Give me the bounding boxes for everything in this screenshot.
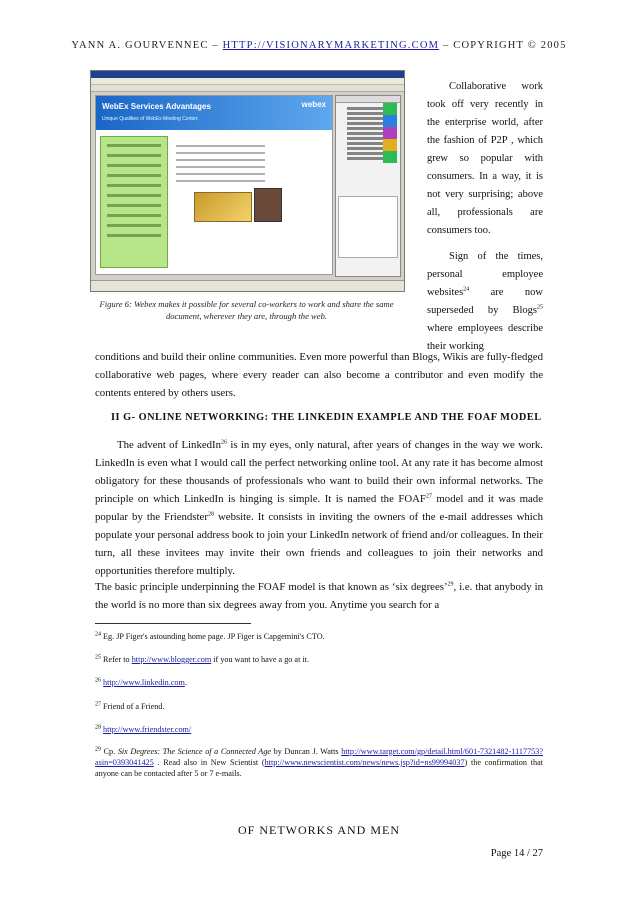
slide-car-image [194,192,252,222]
screenshot-menubar [91,78,404,85]
paragraph-continued: conditions and build their online communities. Even more powerful than Blogs, Wikis are fully-fledged collaborative web pages, where every reader can also become a contributor and even modify the contents entered by others users. [95,351,543,399]
side-column [427,78,543,356]
side-paragraph-1: Collaborative work took off very recently in the enterprise world, after the fashion of P2P , which grew so popular with consumers. In a way, it is not very surprising; above all, professionals are consumers too. [427,81,543,236]
header-link[interactable]: HTTP://VISIONARYMARKETING.COM [222,40,440,51]
slide-banner [96,96,332,130]
webex-screenshot [90,70,405,292]
section-heading: II G- ONLINE NETWORKING: THE LINKEDIN EXAMPLE AND THE FOAF MODEL [111,412,542,423]
footnote-separator [95,623,251,624]
participant-color-bar [383,103,397,163]
webex-logo: webex [301,100,326,109]
screenshot-toolbar [91,85,404,92]
chat-box [338,196,398,258]
footnote-26: $^{26}$ http://www.linkedin.com. [95,677,187,687]
newscientist-link[interactable]: http://www.newscientist.com/news/news.jsp?id=ns99994037 [264,758,465,767]
footnote-24: $^{24}$ Eg. JP Figer's astounding home page. JP Figer is Capgemini's CTO. [95,631,325,641]
slide-title: WebEx Services Advantages [102,102,211,111]
slide-bullet-box [100,136,168,268]
paragraph-linkedin: The advent of LinkedIn$^{26}$ is in my eyes, only natural, after years of changes in the way we work. LinkedIn is even what I would call the perfect networking online tool. At any rate it has become almost obligatory for these thousands of professionals who want to build their own informal networks. The principle on which LinkedIn is hinging is simple. It is named the FOAF$^{27}$ model and it was made popular by the Friendster$^{28}$ website. It consists in inviting the owners of the e-mail addresses which populate your personal address book to join your LinkedIn network of friend and/or colleagues. In their turn, all these invitees may invite their own friends and colleagues to join their networks and opportunities therefore multiply. [95,439,544,577]
page-header [0,40,638,51]
slide-subtitle: Unique Qualities of WebEx Meeting Center: [102,116,199,122]
screenshot-titlebar [91,71,404,78]
screenshot-statusbar [91,280,404,291]
slide-video-thumbnail [254,188,282,222]
linkedin-link[interactable]: http://www.linkedin.com [103,678,185,687]
figure-caption: Figure 6: Webex makes it possible for several co-workers to work and share the same document, wherever they are, through the web. [99,299,394,321]
blogger-link[interactable]: http://www.blogger.com [131,655,212,664]
footnote-28: $^{28}$ http://www.friendster.com/ [95,724,192,734]
panel-tabs [336,96,400,103]
header-copyright: – COPYRIGHT © 2005 [442,40,567,51]
target-link[interactable]: http://www.target.com/gp/detail.html/601-7321482-1117753?asin=0393041425 [95,747,543,767]
header-author: YANN A. GOURVENNEC – [71,40,219,51]
footnote-27: $^{27}$ Friend of a Friend. [95,701,165,711]
paragraph-foaf: The basic principle underpinning the FOAF model is that known as ‘six degrees’$^{29}$, i.e. that anybody in the world is no more than six degrees away from you. Anytime you search for a [95,581,543,611]
footnote-29: $^{29}$ Cp. Six Degrees: The Science of a Connected Age by Duncan J. Watts http://www.target.com/gp/detail.html/601-7321482-1117753?asin=0393041425 . Read also in New Scientist (http://www.newscientist.com/news/news.jsp?id=ns99994037) the confirmation that anyone can be contacted after 5 or 7 e-mails. [95,746,543,778]
page-number: Page 14 / 27 [490,848,543,859]
side-paragraph-2: Sign of the times, personal employee websites$^{24}$ are now superseded by Blogs$^{25}$ where employees describe their working [427,251,543,352]
friendster-link[interactable]: http://www.friendster.com/ [103,725,192,734]
footnote-25: $^{25}$ Refer to http://www.blogger.com if you want to have a go at it. [95,654,309,664]
screenshot-slide [95,95,333,275]
footer-title: OF NETWORKS AND MEN [237,823,400,837]
